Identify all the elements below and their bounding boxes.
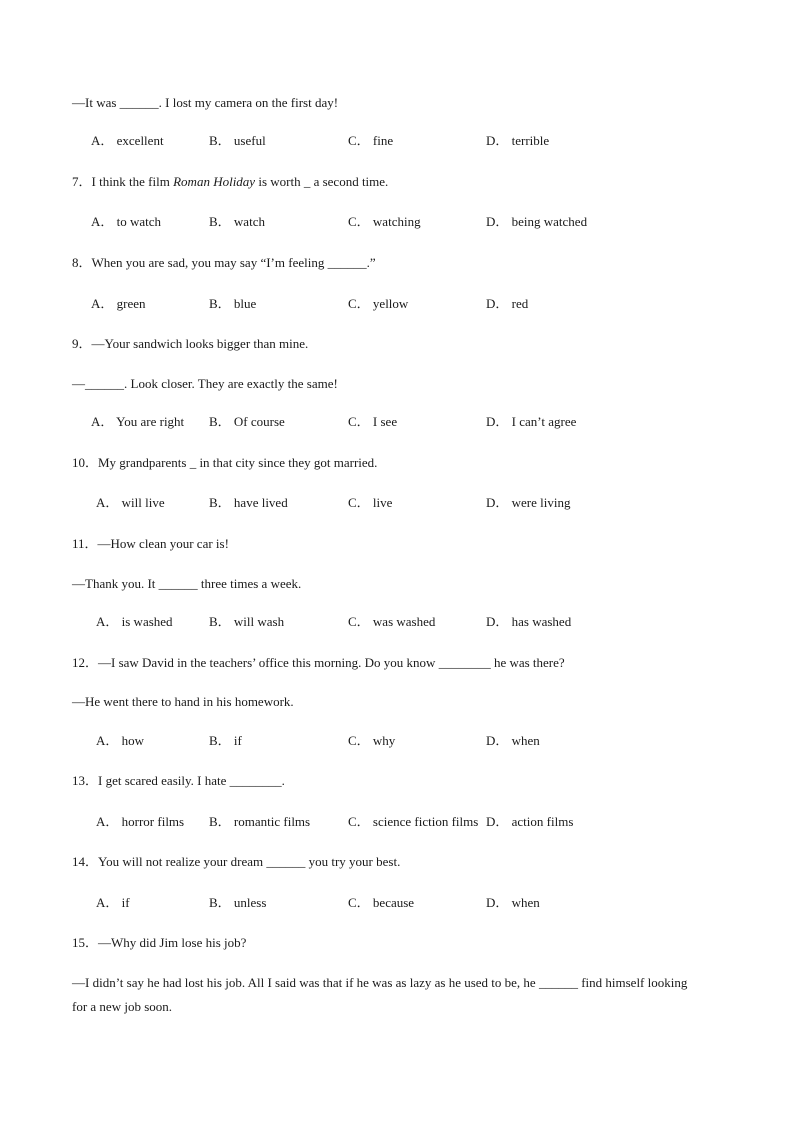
option-d: D． has washed [486, 614, 572, 629]
option-a: A． will live [96, 495, 165, 510]
option-d: D． when [486, 733, 540, 748]
question-11-stem: 11．—How clean your car is! [72, 536, 229, 551]
question-15-stem: 15．—Why did Jim lose his job? [72, 935, 247, 950]
question-7-stem-start: 7．I think the film [72, 174, 174, 189]
option-c: C． because [348, 895, 415, 910]
option-c: C． fine [348, 133, 394, 148]
option-b: B． useful [209, 133, 266, 148]
option-d: D． being watched [486, 214, 588, 229]
option-a: A． is washed [96, 614, 173, 629]
option-d: D． terrible [486, 133, 550, 148]
option-a: A． You are right [91, 414, 185, 429]
question-15-response: —I didn’t say he had lost his job. All I said was that if he was as lazy as he used to be, he ______ find himself looking for a new job soon. [72, 975, 688, 1014]
option-b: B． if [209, 733, 242, 748]
question-8-options [0, 295, 794, 313]
question-11-response: —Thank you. It ______ three times a week. [72, 576, 302, 591]
question-11-options [0, 613, 794, 631]
question-12-options [0, 732, 794, 750]
question-7-options [0, 213, 794, 231]
option-a: A． how [96, 733, 145, 748]
question-6-options [0, 132, 794, 150]
option-c: C． science fiction films [348, 814, 479, 829]
option-c: C． why [348, 733, 396, 748]
option-d: D． red [486, 296, 529, 311]
option-a: A． green [91, 296, 146, 311]
option-b: B． Of course [209, 414, 285, 429]
question-7-stem-end: is worth _ a second time. [255, 174, 389, 189]
question-13-options [0, 813, 794, 831]
question-12-response: —He went there to hand in his homework. [72, 694, 294, 709]
option-d: D． action films [486, 814, 574, 829]
question-7-stem [72, 173, 388, 191]
option-b: B． blue [209, 296, 257, 311]
question-6-stem: —It was ______. I lost my camera on the first day! [72, 95, 339, 110]
option-b: B． unless [209, 895, 267, 910]
question-9-options [0, 413, 794, 431]
question-8-stem: 8．When you are sad, you may say “I’m feeling ______.” [72, 255, 376, 270]
question-13-stem: 13．I get scared easily. I hate ________. [72, 773, 285, 788]
question-9-stem: 9．—Your sandwich looks bigger than mine. [72, 336, 309, 351]
option-d: D． I can’t agree [486, 414, 577, 429]
option-b: B． will wash [209, 614, 285, 629]
option-b: B． romantic films [209, 814, 311, 829]
question-9-response: —______. Look closer. They are exactly the same! [72, 376, 338, 391]
option-c: C． yellow [348, 296, 409, 311]
question-12-stem: 12．—I saw David in the teachers’ office this morning. Do you know ________ he was there? [72, 655, 565, 670]
option-c: C． live [348, 495, 393, 510]
option-d: D． were living [486, 495, 571, 510]
option-c: C． was washed [348, 614, 436, 629]
question-10-options [0, 494, 794, 512]
question-10-stem: 10．My grandparents _ in that city since they got married. [72, 455, 378, 470]
option-b: B． watch [209, 214, 265, 229]
option-a: A． horror films [96, 814, 185, 829]
film-title: Roman Holiday [173, 174, 256, 189]
option-d: D． when [486, 895, 540, 910]
option-a: A． excellent [91, 133, 164, 148]
option-a: A． if [96, 895, 130, 910]
option-c: C． I see [348, 414, 398, 429]
option-b: B． have lived [209, 495, 288, 510]
option-a: A． to watch [91, 214, 162, 229]
question-14-options [0, 894, 794, 912]
question-14-stem: 14．You will not realize your dream ______ you try your best. [72, 854, 401, 869]
option-c: C． watching [348, 214, 421, 229]
